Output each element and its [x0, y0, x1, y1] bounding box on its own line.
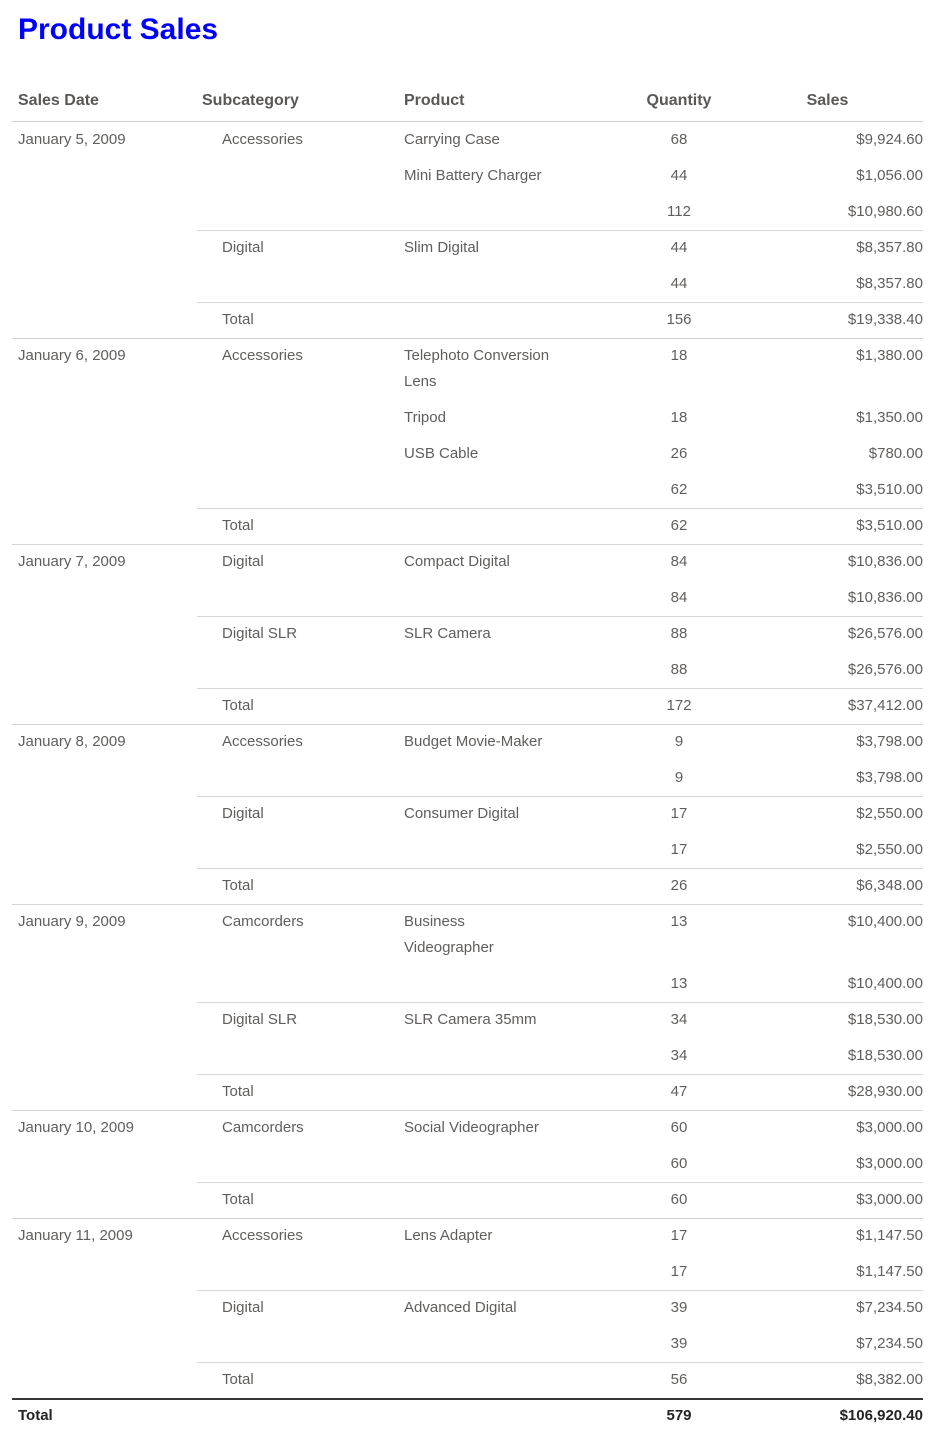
date-cell	[12, 837, 202, 863]
sales-cell: $26,576.00	[847, 625, 923, 642]
date-cell	[12, 199, 202, 225]
subcategory-cell	[202, 1403, 404, 1429]
subcategory-cell: Total	[222, 517, 254, 534]
sales-cell: $2,550.00	[856, 841, 923, 858]
product-cell: Advanced Digital	[404, 1299, 517, 1316]
table-body	[12, 122, 923, 1434]
product-cell	[404, 1259, 604, 1285]
product-cell: SLR Camera 35mm	[404, 1011, 537, 1028]
date-cell	[12, 235, 202, 261]
date-cell: January 7, 2009	[18, 553, 126, 570]
product-cell	[404, 1151, 604, 1177]
date-cell	[12, 1259, 202, 1285]
subcategory-subtotal-row	[12, 580, 923, 616]
date-total-row	[12, 302, 923, 338]
sales-cell: $8,357.80	[856, 239, 923, 256]
quantity-cell: 18	[670, 409, 688, 426]
quantity-cell: 34	[670, 1047, 688, 1064]
quantity-cell: 172	[666, 697, 692, 714]
quantity-cell: 62	[670, 517, 688, 534]
date-cell	[12, 1367, 202, 1393]
date-cell	[12, 801, 202, 827]
quantity-cell: 112	[667, 203, 691, 220]
column-header-sales: Sales	[806, 92, 849, 109]
date-total-row	[12, 1074, 923, 1110]
date-cell	[12, 1295, 202, 1321]
sales-cell: $6,348.00	[856, 877, 923, 894]
quantity-cell: 44	[670, 239, 688, 256]
subcategory-cell	[202, 441, 404, 467]
date-cell	[12, 163, 202, 189]
product-row	[12, 904, 923, 966]
subcategory-cell	[202, 1259, 404, 1285]
product-cell	[404, 765, 604, 791]
sales-cell: $106,920.40	[839, 1407, 923, 1424]
sales-cell: $1,380.00	[856, 347, 923, 364]
sales-cell: $3,798.00	[856, 733, 923, 750]
quantity-cell: 579	[666, 1407, 692, 1424]
product-row	[12, 1290, 923, 1326]
date-cell	[12, 1043, 202, 1069]
product-row	[12, 338, 923, 400]
subcategory-cell	[202, 163, 404, 189]
product-cell: SLR Camera	[404, 625, 491, 642]
sales-cell: $26,576.00	[847, 661, 923, 678]
product-cell: Tripod	[404, 409, 446, 426]
date-cell	[12, 1007, 202, 1033]
product-cell: Telephoto Conversion Lens	[404, 347, 550, 390]
date-cell	[12, 307, 202, 333]
date-cell	[12, 477, 202, 503]
sales-cell: $3,798.00	[856, 769, 923, 786]
subcategory-cell: Camcorders	[222, 1119, 304, 1136]
date-cell	[12, 513, 202, 539]
date-cell: Total	[18, 1407, 53, 1424]
sales-cell: $1,147.50	[856, 1263, 923, 1280]
sales-cell: $3,000.00	[856, 1155, 923, 1172]
product-cell	[404, 657, 604, 683]
quantity-cell: 9	[674, 733, 684, 750]
sales-cell: $9,924.60	[856, 131, 923, 148]
quantity-cell: 17	[670, 1227, 688, 1244]
subcategory-subtotal-row	[12, 760, 923, 796]
sales-cell: $8,357.80	[856, 275, 923, 292]
sales-cell: $8,382.00	[856, 1371, 923, 1388]
subcategory-subtotal-row	[12, 266, 923, 302]
subcategory-subtotal-row	[12, 1326, 923, 1362]
product-cell	[404, 585, 604, 611]
quantity-cell: 56	[670, 1371, 688, 1388]
quantity-cell: 34	[670, 1011, 688, 1028]
date-cell	[12, 971, 202, 997]
product-row	[12, 1002, 923, 1038]
quantity-cell: 26	[670, 445, 688, 462]
subcategory-cell	[202, 477, 404, 503]
product-cell	[404, 1079, 604, 1105]
subcategory-cell: Digital SLR	[222, 625, 298, 642]
subcategory-cell: Total	[222, 1191, 254, 1208]
date-cell	[12, 271, 202, 297]
date-cell: January 10, 2009	[18, 1119, 134, 1136]
date-total-row	[12, 508, 923, 544]
subcategory-cell: Accessories	[222, 733, 303, 750]
date-total-row	[12, 1182, 923, 1218]
date-cell	[12, 405, 202, 431]
date-cell	[12, 621, 202, 647]
sales-cell: $1,350.00	[856, 409, 923, 426]
sales-cell: $7,234.50	[856, 1335, 923, 1352]
quantity-cell: 88	[670, 661, 688, 678]
column-header-product: Product	[404, 92, 465, 109]
date-cell	[12, 765, 202, 791]
date-cell	[12, 585, 202, 611]
sales-cell: $19,338.40	[847, 311, 923, 328]
product-cell	[404, 1187, 604, 1213]
quantity-cell: 47	[670, 1083, 688, 1100]
date-cell: January 11, 2009	[18, 1227, 133, 1244]
sales-cell: $10,836.00	[847, 553, 923, 570]
product-row	[12, 1110, 923, 1146]
quantity-cell: 62	[670, 481, 688, 498]
product-row	[12, 796, 923, 832]
sales-cell: $3,510.00	[856, 517, 923, 534]
sales-cell: $2,550.00	[856, 805, 923, 822]
quantity-cell: 60	[670, 1155, 688, 1172]
date-cell	[12, 657, 202, 683]
subcategory-cell: Total	[222, 697, 254, 714]
product-cell	[404, 477, 604, 503]
date-cell: January 9, 2009	[18, 913, 126, 930]
date-total-row	[12, 688, 923, 724]
product-row	[12, 122, 923, 158]
product-cell	[404, 873, 604, 899]
product-cell	[404, 1403, 604, 1429]
subcategory-cell: Accessories	[222, 131, 303, 148]
sales-cell: $780.00	[868, 445, 923, 462]
product-cell	[404, 199, 604, 225]
subcategory-subtotal-row	[12, 1254, 923, 1290]
subcategory-subtotal-row	[12, 1146, 923, 1182]
subcategory-cell: Digital	[222, 805, 264, 822]
report-table	[12, 83, 923, 1434]
product-row	[12, 1218, 923, 1254]
product-row	[12, 158, 923, 194]
quantity-cell: 13	[670, 975, 688, 992]
subcategory-cell: Total	[222, 1371, 254, 1388]
product-cell: Compact Digital	[404, 553, 510, 570]
subcategory-cell: Camcorders	[222, 913, 304, 930]
subcategory-subtotal-row	[12, 832, 923, 868]
sales-cell: $10,836.00	[847, 589, 923, 606]
subcategory-cell	[202, 585, 404, 611]
quantity-cell: 26	[670, 877, 688, 894]
subcategory-subtotal-row	[12, 1038, 923, 1074]
product-row	[12, 616, 923, 652]
table-header-row	[12, 83, 923, 122]
subcategory-cell: Total	[222, 1083, 254, 1100]
subcategory-cell	[202, 1043, 404, 1069]
date-cell	[12, 1331, 202, 1357]
product-cell	[404, 513, 604, 539]
subcategory-cell	[202, 1151, 404, 1177]
quantity-cell: 60	[670, 1191, 688, 1208]
subcategory-cell: Accessories	[222, 1227, 303, 1244]
quantity-cell: 68	[670, 131, 688, 148]
subcategory-cell	[202, 199, 404, 225]
product-cell: Budget Movie-Maker	[404, 733, 543, 750]
product-row	[12, 400, 923, 436]
sales-cell: $1,147.50	[856, 1227, 923, 1244]
product-cell	[404, 307, 604, 333]
date-total-row	[12, 868, 923, 904]
quantity-cell: 84	[670, 589, 688, 606]
page-title: Product Sales	[18, 13, 219, 46]
product-cell: Consumer Digital	[404, 805, 520, 822]
date-cell: January 6, 2009	[18, 347, 126, 364]
sales-cell: $3,000.00	[856, 1119, 923, 1136]
sales-cell: $18,530.00	[847, 1047, 923, 1064]
product-cell: USB Cable	[404, 445, 479, 462]
product-cell	[404, 693, 604, 719]
quantity-cell: 39	[670, 1335, 688, 1352]
product-cell	[404, 971, 604, 997]
date-cell: January 8, 2009	[18, 733, 126, 750]
sales-cell: $28,930.00	[847, 1083, 923, 1100]
product-cell: Business Videographer	[404, 913, 494, 956]
quantity-cell: 88	[670, 625, 688, 642]
subcategory-cell	[202, 271, 404, 297]
date-cell: January 5, 2009	[18, 131, 126, 148]
quantity-cell: 60	[670, 1119, 688, 1136]
date-cell	[12, 1079, 202, 1105]
date-cell	[12, 441, 202, 467]
date-cell	[12, 1151, 202, 1177]
quantity-cell: 156	[666, 311, 692, 328]
product-cell: Mini Battery Charger	[404, 167, 542, 184]
sales-cell: $37,412.00	[847, 697, 923, 714]
product-cell	[404, 271, 604, 297]
subcategory-cell: Digital SLR	[222, 1011, 298, 1028]
subcategory-cell: Digital	[222, 239, 264, 256]
sales-cell: $3,000.00	[856, 1191, 923, 1208]
subcategory-cell: Total	[222, 311, 254, 328]
subcategory-cell: Total	[222, 877, 254, 894]
product-cell	[404, 1043, 604, 1069]
product-cell	[404, 837, 604, 863]
product-row	[12, 230, 923, 266]
sales-cell: $18,530.00	[847, 1011, 923, 1028]
subcategory-cell	[202, 765, 404, 791]
subcategory-subtotal-row	[12, 472, 923, 508]
product-cell: Lens Adapter	[404, 1227, 493, 1244]
subcategory-cell	[202, 971, 404, 997]
sales-cell: $10,980.60	[847, 203, 923, 220]
subcategory-cell: Digital	[222, 1299, 264, 1316]
grand-total-row	[12, 1398, 923, 1434]
subcategory-subtotal-row	[12, 194, 923, 230]
sales-cell: $3,510.00	[856, 481, 923, 498]
subcategory-cell: Digital	[222, 553, 264, 570]
subcategory-cell	[202, 837, 404, 863]
subcategory-subtotal-row	[12, 652, 923, 688]
sales-cell: $7,234.50	[856, 1299, 923, 1316]
quantity-cell: 9	[674, 769, 684, 786]
product-row	[12, 544, 923, 580]
product-row	[12, 436, 923, 472]
product-cell: Carrying Case	[404, 131, 500, 148]
date-cell	[12, 1187, 202, 1213]
column-header-sales-date: Sales Date	[18, 92, 99, 109]
date-cell	[12, 693, 202, 719]
product-row	[12, 724, 923, 760]
column-header-subcategory: Subcategory	[202, 92, 299, 109]
product-cell: Social Videographer	[404, 1119, 539, 1136]
quantity-cell: 13	[670, 913, 688, 930]
subcategory-cell	[202, 657, 404, 683]
quantity-cell: 84	[670, 553, 688, 570]
quantity-cell: 44	[670, 167, 688, 184]
subcategory-subtotal-row	[12, 966, 923, 1002]
date-total-row	[12, 1362, 923, 1398]
column-header-quantity: Quantity	[646, 92, 712, 109]
sales-cell: $1,056.00	[856, 167, 923, 184]
product-cell	[404, 1331, 604, 1357]
quantity-cell: 17	[670, 1263, 688, 1280]
subcategory-cell	[202, 405, 404, 431]
date-cell	[12, 873, 202, 899]
subcategory-cell: Accessories	[222, 347, 303, 364]
product-cell	[404, 1367, 604, 1393]
quantity-cell: 17	[670, 841, 688, 858]
quantity-cell: 44	[670, 275, 688, 292]
sales-cell: $10,400.00	[847, 975, 923, 992]
product-cell: Slim Digital	[404, 239, 480, 256]
subcategory-cell	[202, 1331, 404, 1357]
quantity-cell: 18	[670, 347, 688, 364]
quantity-cell: 39	[670, 1299, 688, 1316]
quantity-cell: 17	[670, 805, 688, 822]
sales-cell: $10,400.00	[847, 913, 923, 930]
